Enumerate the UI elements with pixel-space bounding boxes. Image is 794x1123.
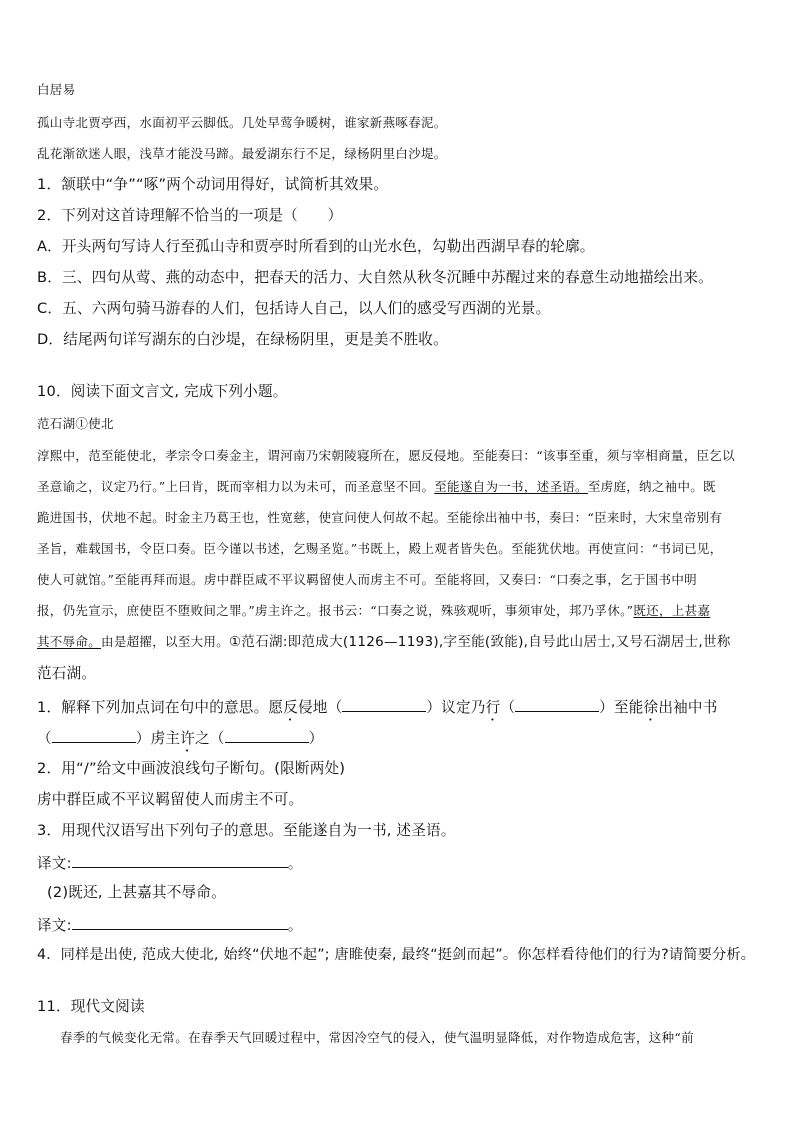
option-c: C．五、六两句骑马游春的人们，包括诗人自己，以人们的感受写西湖的光景。 bbox=[37, 300, 551, 317]
option-a: A．开头两句写诗人行至孤山寺和贾亭时所看到的山光水色，勾勒出西湖早春的轮廓。 bbox=[37, 238, 595, 255]
poem-line: 乱花渐欲迷人眼，浅草才能没马蹄。最爱湖东行不足，绿杨阴里白沙堤。 bbox=[37, 146, 447, 161]
passage-text: 圣意谕之，议定乃行。”上曰肯，既而宰相力以为未可，而圣意坚不回。 bbox=[37, 479, 435, 494]
answer-blank[interactable] bbox=[342, 699, 426, 712]
footnote: 范石湖。 bbox=[37, 665, 97, 682]
question-text: ）议定乃 bbox=[426, 699, 486, 716]
question-text: ） bbox=[308, 730, 324, 747]
translation-line bbox=[37, 855, 303, 872]
punctuation: 。 bbox=[287, 855, 303, 872]
sub-question: 4．同样是出使, 范成大使北, 始终“伏地不起”; 唐睢使秦, 最终“挺剑而起”。你怎样看待他们的行为?请简要分析。 bbox=[37, 947, 756, 963]
question-text: 1．解释下列加点词在句中的意思。愿 bbox=[37, 699, 284, 716]
question-text: （ bbox=[500, 699, 516, 716]
dotted-word: 行 bbox=[485, 699, 501, 716]
question-text: 出袖中书 bbox=[658, 699, 718, 716]
translation-label: 译文: bbox=[37, 855, 72, 872]
question-text: ）至能 bbox=[599, 699, 644, 716]
answer-blank[interactable] bbox=[225, 730, 309, 743]
passage-line bbox=[37, 481, 716, 494]
punctuation: 。 bbox=[287, 917, 303, 934]
underlined-sentence: 至能遂自为一书，述圣语。 bbox=[434, 479, 588, 494]
passage-text: 至虏庭，纳之袖中。既 bbox=[587, 479, 716, 494]
question: 2．下列对这首诗理解不恰当的一项是（ ） bbox=[37, 207, 343, 224]
answer-blank[interactable] bbox=[515, 699, 599, 712]
passage-line: 春季的气候变化无常。在春季天气回暖过程中，常因冷空气的侵入，使气温明显降低，对作物造成危害，这种“前 bbox=[60, 1030, 694, 1045]
translation-blank[interactable] bbox=[72, 855, 288, 868]
option-b: B．三、四句从莺、燕的动态中，把春天的活力、大自然从秋冬沉睡中苏醒过来的春意生动地描绘出来。 bbox=[37, 269, 713, 286]
underlined-sentence: 其不辱命。 bbox=[37, 634, 102, 649]
sub-question bbox=[37, 699, 718, 724]
dotted-word: 反 bbox=[283, 699, 298, 716]
passage-line bbox=[37, 636, 731, 650]
sub-question bbox=[37, 730, 323, 755]
question-text: 侵地（ bbox=[297, 699, 343, 716]
sub-question: 2．用“/”给文中画波浪线句子断句。(限断两处) bbox=[37, 760, 346, 777]
passage-text: 报，仍先宣示，庶使臣不堕败间之罪。”虏主许之。报书云：“口奏之说，殊骇观听，事须审处，邦乃孚休。” bbox=[37, 603, 634, 618]
sub-question: (2)既还, 上甚嘉其不辱命。 bbox=[47, 884, 226, 901]
translation-line bbox=[37, 917, 303, 934]
question-text: （ bbox=[37, 730, 52, 747]
passage-line: 圣旨，难载国书，令臣口奏。臣今谨以书述，乞赐圣览。”书既上，殿上观者皆失色。至能犹伏地。再使宣问：“书词已见， bbox=[37, 541, 723, 556]
sentence-to-punctuate: 虏中群臣咸不平议羁留使人而虏主不可。 bbox=[37, 791, 304, 808]
passage-text: 由是超擢，以至大用。 bbox=[101, 634, 230, 649]
translation-label: 译文: bbox=[37, 917, 72, 934]
option-d: D．结尾两句详写湖东的白沙堤，在绿杨阴里，更是美不胜收。 bbox=[37, 331, 448, 348]
sub-question: 3．用现代汉语写出下列句子的意思。至能遂自为一书, 述圣语。 bbox=[37, 822, 456, 839]
footnote: ①范石湖:即范成大(1126—1193),字至能(致能),自号此山居士,又号石湖居士,世称 bbox=[229, 634, 731, 650]
poem-line: 孤山寺北贾亭西，水面初平云脚低。几处早莺争暖树，谁家新燕啄春泥。 bbox=[37, 115, 447, 130]
passage-line: 跪进国书，伏地不起。时金主乃葛王也，性宽慈，使宣问使人何故不起。至能徐出袖中书，奏曰：“臣来时，大宋皇帝别有 bbox=[37, 510, 723, 525]
passage-line bbox=[37, 605, 710, 618]
passage-title: 范石湖①使北 bbox=[37, 416, 114, 431]
dotted-word: 许 bbox=[180, 730, 195, 747]
dotted-word: 徐 bbox=[643, 699, 659, 716]
passage-line: 使人可就馆。”至能再拜而退。虏中群臣咸不平议羁留使人而虏主不可。至能将回，又奏曰：“口奏之事，乞于国书中明 bbox=[37, 572, 697, 587]
underlined-sentence: 既还，上甚嘉 bbox=[633, 603, 711, 618]
poem-author: 白居易 bbox=[37, 82, 76, 97]
translation-blank[interactable] bbox=[72, 917, 288, 930]
section-heading: 10．阅读下面文言文, 完成下列小题。 bbox=[37, 383, 288, 400]
section-heading: 11．现代文阅读 bbox=[37, 998, 145, 1015]
passage-line: 淳熙中，范至能使北，孝宗令口奏金主，谓河南乃宋朝陵寝所在，愿反侵地。至能奏曰：“该事至重，须与宰相商量，臣乞以 bbox=[37, 448, 735, 463]
question-text: 之（ bbox=[194, 730, 225, 747]
question: 1．颔联中“争”“啄”两个动词用得好，试简析其效果。 bbox=[37, 176, 389, 193]
question-text: ）虏主 bbox=[135, 730, 181, 747]
answer-blank[interactable] bbox=[52, 730, 136, 743]
